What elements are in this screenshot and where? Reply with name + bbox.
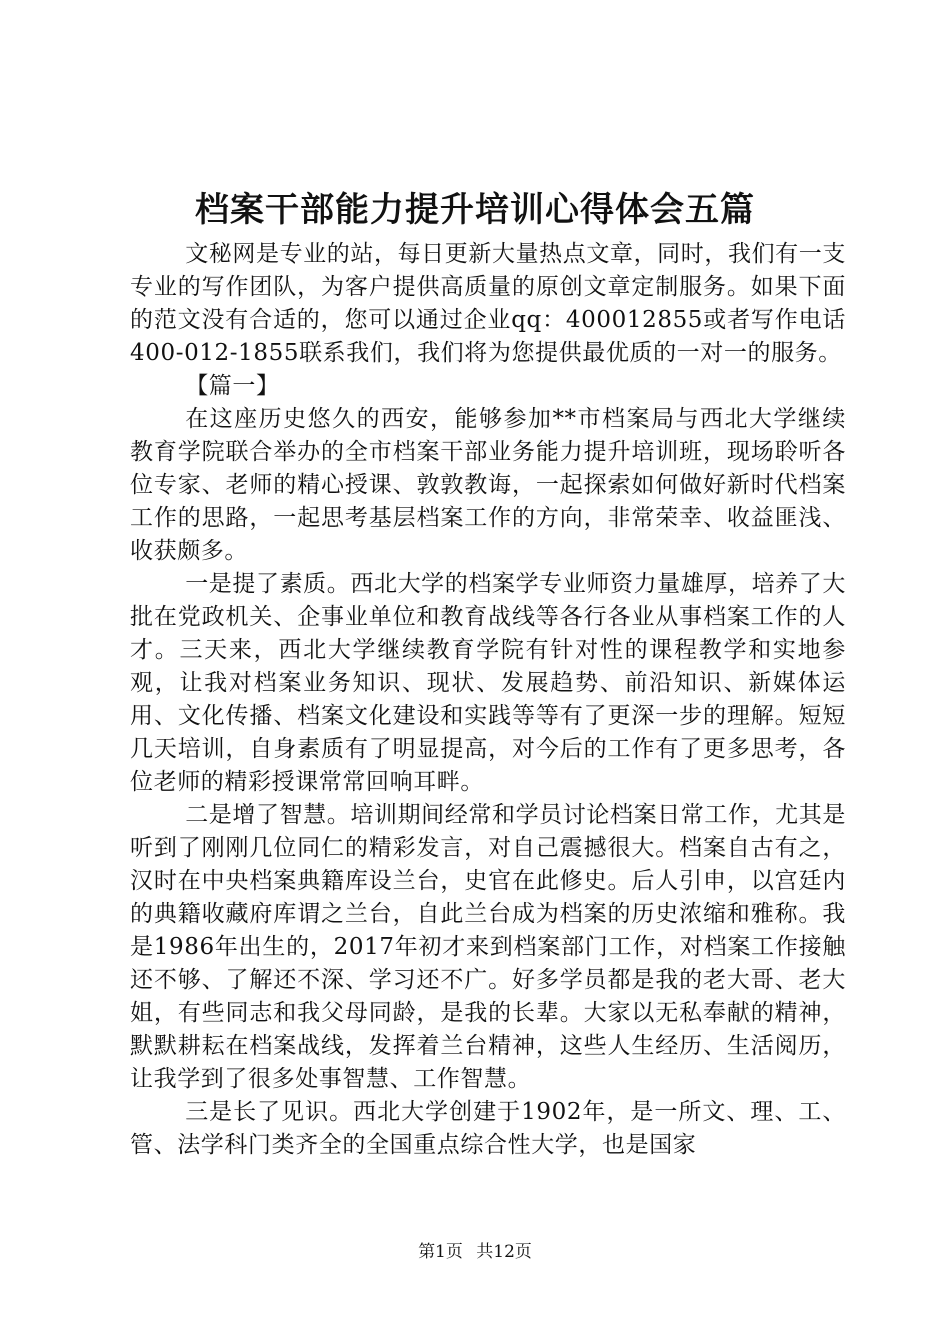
page-number: 第1页 xyxy=(418,1242,463,1262)
paragraph-intro: 文秘网是专业的站，每日更新大量热点文章，同时，我们有一支专业的写作团队，为客户提供高质量的原创文章定制服务。如果下面的范文没有合适的，您可以通过企业qq：400012855或者写作电话400-012-1855联系我们，我们将为您提供最优质的一对一的服务。 xyxy=(130,241,846,366)
paragraph: 在这座历史悠久的西安，能够参加**市档案局与西北大学继续教育学院联合举办的全市档案干部业务能力提升培训班，现场聆听各位专家、老师的精心授课、敦敦教诲，一起探索如何做好新时代档案工作的思路，一起思考基层档案工作的方向，非常荣幸、收益匪浅、收获颇多。 xyxy=(130,406,846,564)
paragraph: 一是提了素质。西北大学的档案学专业师资力量雄厚，培养了大批在党政机关、企事业单位和教育战线等各行各业从事档案工作的人才。三天来，西北大学继续教育学院有针对性的课程教学和实地参观，让我对档案业务知识、现状、发展趋势、前沿知识、新媒体运用、文化传播、档案文化建设和实践等等有了更深一步的理解。短短几天培训，自身素质有了明显提高，对今后的工作有了更多思考，各位老师的精彩授课常常回响耳畔。 xyxy=(130,571,846,795)
page-total: 共12页 xyxy=(476,1242,532,1262)
paragraph: 三是长了见识。西北大学创建于1902年，是一所文、理、工、管、法学科门类齐全的全国重点综合性大学，也是国家 xyxy=(130,1099,846,1158)
page-footer xyxy=(0,1240,950,1264)
section-heading: 【篇一】 xyxy=(185,373,280,399)
document-title: 档案干部能力提升培训心得体会五篇 xyxy=(195,190,755,230)
paragraph: 二是增了智慧。培训期间经常和学员讨论档案日常工作，尤其是听到了刚刚几位同仁的精彩发言，对自己震撼很大。档案自古有之，汉时在中央档案典籍库设兰台，史官在此修史。后人引申，以宫廷内的典籍收藏府库谓之兰台，自此兰台成为档案的历史浓缩和雅称。我是1986年出生的，2017年初才来到档案部门工作，对档案工作接触还不够、了解还不深、学习还不广。好多学员都是我的老大哥、老大姐，有些同志和我父母同龄，是我的长辈。大家以无私奉献的精神，默默耕耘在档案战线，发挥着兰台精神，这些人生经历、生活阅历，让我学到了很多处事智慧、工作智慧。 xyxy=(130,802,846,1092)
document-body xyxy=(130,238,846,1162)
